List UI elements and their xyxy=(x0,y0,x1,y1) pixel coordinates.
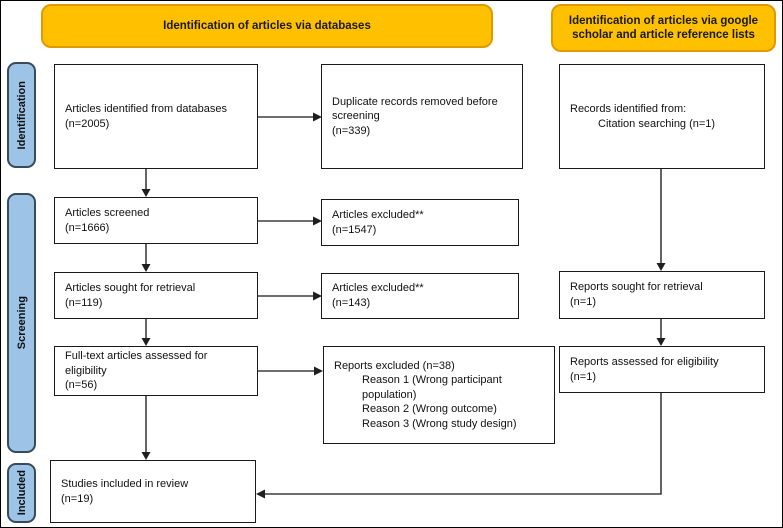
box-text-line: Studies included in review xyxy=(61,477,189,490)
box-text-line: Reason 3 (Wrong study design) xyxy=(362,417,517,430)
box-reports-sought xyxy=(559,271,765,319)
box-text-line: Articles sought for retrieval xyxy=(65,281,196,294)
box-text-line: (n=1666) xyxy=(65,221,110,234)
box-text-line: (n=1547) xyxy=(332,223,377,236)
box-text-line: Articles excluded** xyxy=(332,208,424,221)
header-databases xyxy=(41,4,493,48)
arrowhead xyxy=(142,452,151,460)
box-articles-excluded-screening xyxy=(321,199,519,246)
box-text-line: Duplicate records removed before screening xyxy=(332,95,498,123)
box-text-line: (n=143) xyxy=(332,297,371,309)
arrowhead xyxy=(142,264,151,272)
box-text-line: Articles screened xyxy=(65,206,150,219)
box-reports-assessed xyxy=(559,346,765,393)
arrowhead xyxy=(256,490,265,499)
box-articles-screened xyxy=(54,197,258,244)
stage-included-label: Included xyxy=(15,470,28,516)
arrowhead xyxy=(657,338,666,346)
box-text-line: Reports sought for retrieval xyxy=(570,281,703,294)
box-text-line: Records identified from: xyxy=(570,102,687,115)
box-text-line: Articles identified from databases xyxy=(65,102,228,115)
box-text-line: Reason 1 (Wrong participant population) xyxy=(362,374,502,401)
stage-identification-label: Identification xyxy=(15,80,28,150)
box-text-line: (n=2005) xyxy=(65,117,110,130)
box-text-line: (n=119) xyxy=(65,296,103,309)
header-google-scholar xyxy=(551,4,776,52)
box-text-line: Citation searching (n=1) xyxy=(598,117,716,130)
box-text-line: Articles excluded** xyxy=(332,282,424,295)
stage-screening-label: Screening xyxy=(15,296,28,350)
box-studies-included xyxy=(50,460,256,523)
box-text-line: Full-text articles assessed for eligibility xyxy=(65,350,208,377)
box-text-line: (n=56) xyxy=(65,379,98,392)
box-text-line: Reason 2 (Wrong outcome) xyxy=(362,403,497,416)
arrowhead xyxy=(142,338,151,346)
box-fulltext-assessed xyxy=(54,346,258,396)
box-articles-sought xyxy=(54,272,258,319)
box-records-citation xyxy=(559,64,765,169)
arrowhead xyxy=(314,367,323,376)
box-articles-excluded-retrieval xyxy=(321,273,519,319)
arrowhead xyxy=(657,263,666,271)
box-duplicates-removed xyxy=(321,64,523,169)
box-text-line: (n=1) xyxy=(570,296,596,308)
box-text-line: Reports excluded (n=38) xyxy=(334,359,455,372)
box-text-line: (n=339) xyxy=(332,124,371,137)
stage-screening xyxy=(7,193,36,453)
box-text-line: (n=19) xyxy=(61,492,94,505)
arrowhead xyxy=(142,189,151,197)
header-google-scholar-label: Identification of articles via google scholar and article reference lists xyxy=(568,14,759,41)
box-text-line: Reports assessed for eligibility xyxy=(570,355,719,368)
box-text-line: (n=1) xyxy=(570,370,596,383)
header-databases-label: Identification of articles via databases xyxy=(163,19,371,32)
box-articles-identified xyxy=(54,64,258,169)
box-reports-excluded xyxy=(323,346,555,444)
stage-included xyxy=(7,463,36,523)
stage-identification xyxy=(7,62,36,168)
